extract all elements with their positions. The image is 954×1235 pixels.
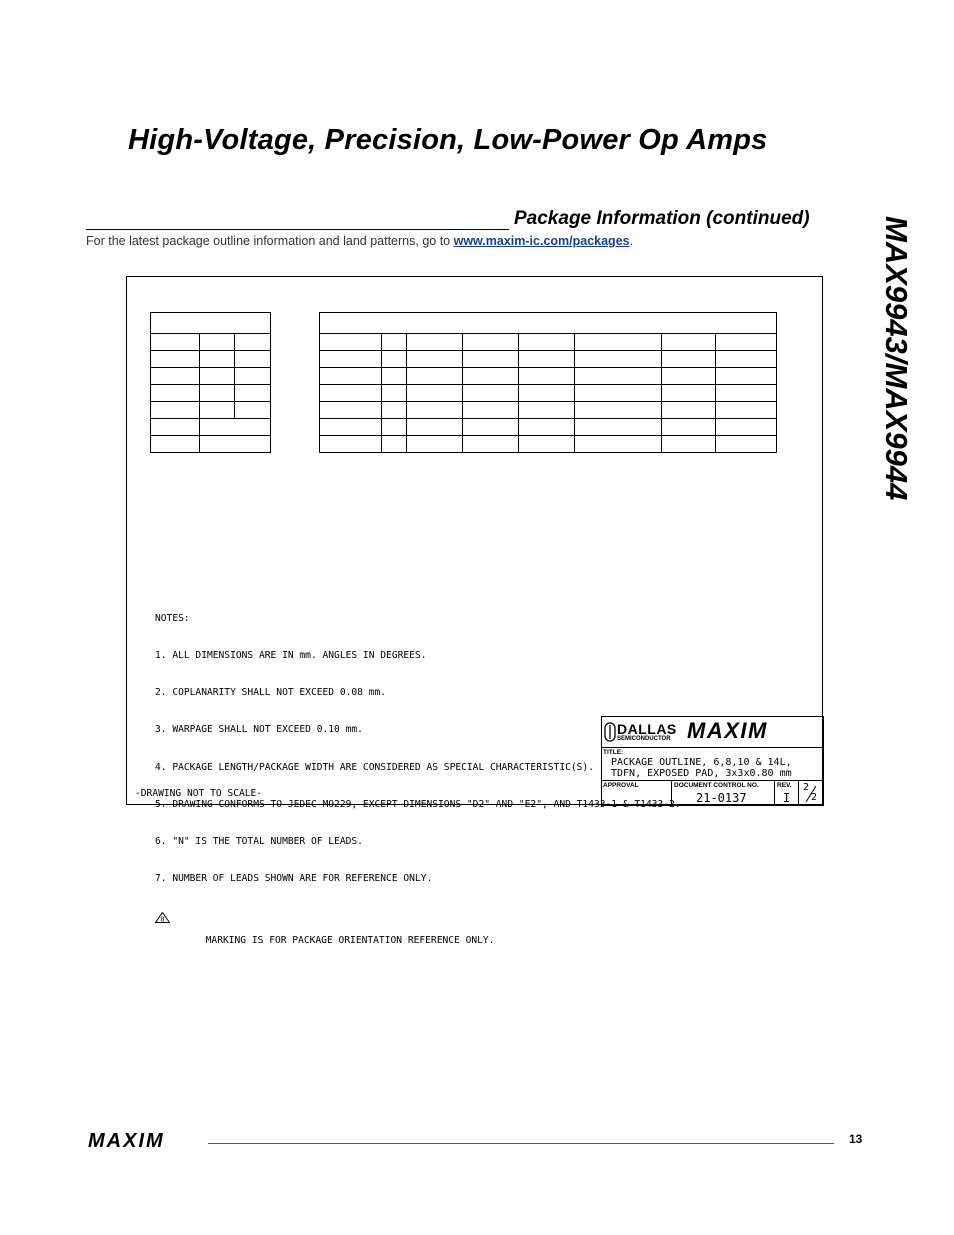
note-8-text: MARKING IS FOR PACKAGE ORIENTATION REFERENCE ONLY. [205, 935, 495, 947]
note-3: 3. WARPAGE SHALL NOT EXCEED 0.10 mm. [155, 724, 363, 736]
note-2: 2. COPLANARITY SHALL NOT EXCEED 0.08 mm. [155, 687, 387, 699]
intro-end: . [629, 234, 634, 248]
notes-heading: NOTES: [155, 612, 190, 624]
intro-paragraph [86, 234, 633, 248]
page-title: High-Voltage, Precision, Low-Power Op Amps [128, 124, 768, 156]
footer-maxim-logo: MAXIM [88, 1130, 165, 1152]
svg-text:8: 8 [160, 916, 165, 923]
rev-label: REV. [777, 782, 792, 789]
side-part-number [858, 216, 914, 536]
note-6: 6. "N" IS THE TOTAL NUMBER OF LEADS. [155, 836, 363, 848]
dimension-table-left [150, 312, 271, 453]
section-rule [86, 229, 509, 230]
dallas-logo-text: DALLAS [617, 721, 677, 737]
note-1: 1. ALL DIMENSIONS ARE IN mm. ANGLES IN DEGREES. [155, 650, 427, 662]
sheet-total: 2 [811, 792, 818, 803]
note-4: 4. PACKAGE LENGTH/PACKAGE WIDTH ARE CONSIDERED AS SPECIAL CHARACTERISTIC(S). [155, 761, 594, 773]
note-5: 5. DRAWING CONFORMS TO JEDEC MO229, EXCEPT DIMENSIONS "D2" AND "E2", AND T1433-1 & T1433-2. [155, 798, 681, 810]
footer-rule [208, 1143, 834, 1144]
doc-control-label: DOCUMENT CONTROL NO. [674, 782, 759, 789]
title-line-2: TDFN, EXPOSED PAD, 3x3x0.80 mm [611, 768, 792, 779]
page-number: 13 [849, 1132, 863, 1146]
rev-value: I [783, 791, 791, 805]
dimension-table-right [319, 312, 777, 453]
packages-link[interactable]: www.maxim-ic.com/packages [453, 234, 630, 248]
title-label: TITLE: [603, 749, 624, 756]
maxim-logo: MAXIM [687, 718, 768, 743]
semiconductor-text: SEMICONDUCTOR [617, 736, 671, 742]
note-8 [155, 911, 681, 961]
section-title: Package Information (continued) [514, 208, 810, 229]
side-part-number-text: MAX9943/MAX9944 [879, 216, 914, 501]
note-7: 7. NUMBER OF LEADS SHOWN ARE FOR REFERENCE ONLY. [155, 873, 433, 885]
title-block [601, 716, 824, 806]
package-drawing [126, 276, 823, 947]
dallas-logo-icon [604, 722, 616, 742]
sheet-number: 2 [803, 782, 810, 793]
approval-label: APPROVAL [603, 782, 639, 789]
warning-triangle-icon [155, 912, 170, 923]
doc-control-number: 21-0137 [696, 791, 747, 805]
title-line-1: PACKAGE OUTLINE, 6,8,10 & 14L, [611, 757, 792, 768]
intro-text: For the latest package outline information and land patterns, go to [86, 234, 454, 248]
scale-note: -DRAWING NOT TO SCALE- [135, 788, 263, 799]
